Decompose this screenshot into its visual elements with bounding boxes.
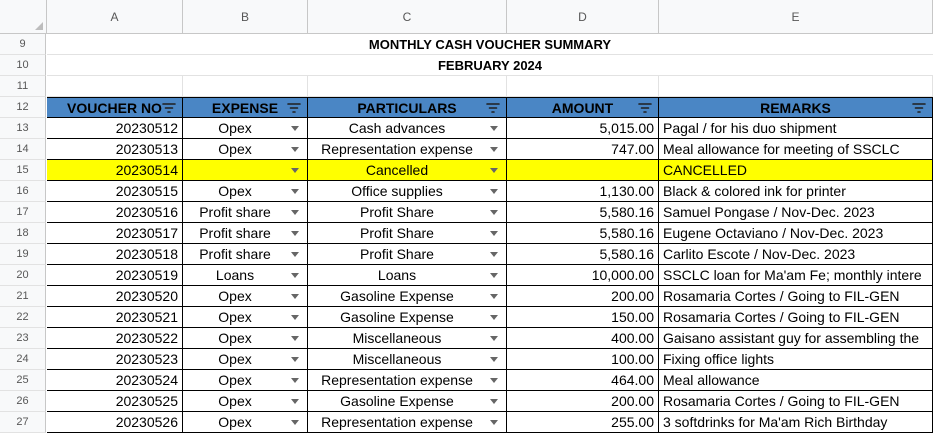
dropdown-arrow-icon[interactable] bbox=[291, 378, 299, 383]
dropdown-arrow-icon[interactable] bbox=[490, 315, 498, 320]
voucher-number-value: 20230513 bbox=[115, 141, 178, 157]
row-header[interactable]: 25 bbox=[0, 370, 46, 391]
amount-value: 5,580.16 bbox=[599, 204, 654, 220]
particulars-dropdown-value: Loans bbox=[377, 267, 417, 283]
column-header-b[interactable]: B bbox=[183, 0, 308, 34]
remarks-cell[interactable] bbox=[659, 328, 933, 349]
remarks-cell[interactable] bbox=[659, 370, 933, 391]
amount-cell[interactable] bbox=[507, 202, 659, 223]
remarks-value: CANCELLED bbox=[663, 162, 748, 178]
particulars-dropdown-value: Cash advances bbox=[348, 120, 446, 136]
column-title-expense[interactable] bbox=[183, 97, 308, 118]
expense-dropdown-value: Profit share bbox=[199, 204, 271, 220]
voucher-number-value: 20230526 bbox=[115, 414, 178, 430]
amount-value: 10,000.00 bbox=[591, 267, 654, 283]
particulars-dropdown-value: Cancelled bbox=[365, 162, 429, 178]
row-header[interactable]: 9 bbox=[0, 34, 46, 55]
dropdown-arrow-icon[interactable] bbox=[490, 252, 498, 257]
row-header[interactable]: 19 bbox=[0, 244, 46, 265]
remarks-value: 3 softdrinks for Ma'am Rich Birthday bbox=[663, 414, 888, 430]
empty-cell[interactable] bbox=[308, 76, 507, 97]
filter-icon[interactable] bbox=[287, 102, 301, 114]
remarks-value: Gaisano assistant guy for assembling the bbox=[663, 330, 920, 346]
voucher-number-value: 20230524 bbox=[115, 372, 178, 388]
row-header[interactable]: 16 bbox=[0, 181, 46, 202]
amount-value: 747.00 bbox=[611, 141, 654, 157]
amount-cell[interactable] bbox=[507, 244, 659, 265]
particulars-dropdown-cell[interactable] bbox=[308, 139, 507, 160]
expense-dropdown-value: Profit share bbox=[199, 246, 271, 262]
particulars-dropdown-cell[interactable] bbox=[308, 181, 507, 202]
column-title-label: PARTICULARS bbox=[357, 99, 457, 116]
row-header[interactable]: 14 bbox=[0, 139, 46, 160]
voucher-number-cell[interactable] bbox=[47, 370, 183, 391]
expense-dropdown-cell[interactable] bbox=[183, 370, 308, 391]
dropdown-arrow-icon[interactable] bbox=[291, 357, 299, 362]
column-title-label: REMARKS bbox=[760, 99, 831, 116]
remarks-value: SSCLC loan for Ma'am Fe; monthly intere bbox=[663, 267, 922, 283]
remarks-cell[interactable] bbox=[659, 160, 933, 181]
expense-dropdown-cell[interactable] bbox=[183, 202, 308, 223]
voucher-number-cell[interactable] bbox=[47, 244, 183, 265]
expense-dropdown-cell[interactable] bbox=[183, 391, 308, 412]
voucher-number-value: 20230512 bbox=[115, 120, 178, 136]
voucher-number-value: 20230515 bbox=[115, 183, 178, 199]
column-header-e[interactable]: E bbox=[659, 0, 933, 34]
voucher-number-cell[interactable] bbox=[47, 349, 183, 370]
expense-dropdown-value: Opex bbox=[218, 183, 252, 199]
remarks-cell[interactable] bbox=[659, 181, 933, 202]
particulars-dropdown-cell[interactable] bbox=[308, 265, 507, 286]
particulars-dropdown-cell[interactable] bbox=[308, 412, 507, 433]
remarks-cell[interactable] bbox=[659, 244, 933, 265]
amount-value: 150.00 bbox=[611, 309, 654, 325]
remarks-value: Meal allowance for meeting of SSCLC bbox=[663, 141, 900, 157]
column-header-d[interactable]: D bbox=[507, 0, 659, 34]
expense-dropdown-value: Opex bbox=[218, 309, 252, 325]
filter-icon[interactable] bbox=[912, 102, 926, 114]
column-title-label: EXPENSE bbox=[211, 99, 279, 116]
expense-dropdown-cell[interactable] bbox=[183, 307, 308, 328]
row-header[interactable]: 22 bbox=[0, 307, 46, 328]
dropdown-arrow-icon[interactable] bbox=[291, 189, 299, 194]
amount-cell[interactable] bbox=[507, 307, 659, 328]
amount-value: 200.00 bbox=[611, 393, 654, 409]
particulars-dropdown-value: Representation expense bbox=[321, 372, 473, 388]
remarks-cell[interactable] bbox=[659, 265, 933, 286]
particulars-dropdown-cell[interactable] bbox=[308, 244, 507, 265]
particulars-dropdown-value: Profit Share bbox=[360, 204, 434, 220]
dropdown-arrow-icon[interactable] bbox=[291, 420, 299, 425]
voucher-number-value: 20230523 bbox=[115, 351, 178, 367]
expense-dropdown-value: Opex bbox=[218, 330, 252, 346]
amount-cell[interactable] bbox=[507, 328, 659, 349]
column-header-a[interactable]: A bbox=[47, 0, 183, 34]
select-all-corner[interactable] bbox=[0, 0, 47, 34]
expense-dropdown-value: Opex bbox=[218, 141, 252, 157]
remarks-cell[interactable] bbox=[659, 118, 933, 139]
dropdown-arrow-icon[interactable] bbox=[490, 399, 498, 404]
amount-cell[interactable] bbox=[507, 265, 659, 286]
voucher-number-value: 20230517 bbox=[115, 225, 178, 241]
dropdown-arrow-icon[interactable] bbox=[490, 378, 498, 383]
amount-value: 464.00 bbox=[611, 372, 654, 388]
voucher-number-value: 20230516 bbox=[115, 204, 178, 220]
expense-dropdown-cell[interactable] bbox=[183, 139, 308, 160]
particulars-dropdown-cell[interactable] bbox=[308, 202, 507, 223]
voucher-number-value: 20230514 bbox=[115, 162, 178, 178]
expense-dropdown-value: Opex bbox=[218, 288, 252, 304]
amount-value: 255.00 bbox=[611, 414, 654, 430]
particulars-dropdown-value: Representation expense bbox=[321, 414, 473, 430]
row-header[interactable]: 17 bbox=[0, 202, 46, 223]
remarks-cell[interactable] bbox=[659, 139, 933, 160]
dropdown-arrow-icon[interactable] bbox=[490, 357, 498, 362]
expense-dropdown-value: Opex bbox=[218, 372, 252, 388]
remarks-value: Eugene Octaviano / Nov-Dec. 2023 bbox=[663, 225, 884, 241]
dropdown-arrow-icon[interactable] bbox=[291, 273, 299, 278]
voucher-number-value: 20230525 bbox=[115, 393, 178, 409]
remarks-value: Carlito Escote / Nov-Dec. 2023 bbox=[663, 246, 856, 262]
particulars-dropdown-cell[interactable] bbox=[308, 223, 507, 244]
expense-dropdown-value: Profit share bbox=[199, 225, 271, 241]
row-header[interactable]: 24 bbox=[0, 349, 46, 370]
remarks-cell[interactable] bbox=[659, 202, 933, 223]
amount-cell[interactable] bbox=[507, 349, 659, 370]
amount-value: 100.00 bbox=[611, 351, 654, 367]
expense-dropdown-value: Opex bbox=[218, 414, 252, 430]
remarks-value: Black & colored ink for printer bbox=[663, 183, 846, 199]
particulars-dropdown-value: Profit Share bbox=[360, 246, 434, 262]
expense-dropdown-cell[interactable] bbox=[183, 244, 308, 265]
expense-dropdown-cell[interactable] bbox=[183, 181, 308, 202]
expense-dropdown-cell[interactable] bbox=[183, 412, 308, 433]
particulars-dropdown-value: Miscellaneous bbox=[352, 351, 442, 367]
amount-cell[interactable] bbox=[507, 223, 659, 244]
row-header[interactable]: 23 bbox=[0, 328, 46, 349]
dropdown-arrow-icon[interactable] bbox=[291, 294, 299, 299]
column-title-voucher-no[interactable] bbox=[47, 97, 183, 118]
remarks-cell[interactable] bbox=[659, 349, 933, 370]
expense-dropdown-cell[interactable] bbox=[183, 328, 308, 349]
remarks-value: Rosamaria Cortes / Going to FIL-GEN bbox=[663, 393, 900, 409]
row-header[interactable]: 12 bbox=[0, 97, 46, 118]
filter-icon[interactable] bbox=[638, 102, 652, 114]
dropdown-arrow-icon[interactable] bbox=[490, 294, 498, 299]
dropdown-arrow-icon[interactable] bbox=[490, 147, 498, 152]
particulars-dropdown-cell[interactable] bbox=[308, 349, 507, 370]
voucher-number-value: 20230519 bbox=[115, 267, 178, 283]
empty-cell[interactable] bbox=[507, 76, 659, 97]
voucher-number-value: 20230520 bbox=[115, 288, 178, 304]
particulars-dropdown-cell[interactable] bbox=[308, 328, 507, 349]
voucher-number-cell[interactable] bbox=[47, 265, 183, 286]
particulars-dropdown-value: Miscellaneous bbox=[352, 330, 442, 346]
expense-dropdown-cell[interactable] bbox=[183, 265, 308, 286]
expense-dropdown-cell[interactable] bbox=[183, 118, 308, 139]
dropdown-arrow-icon[interactable] bbox=[490, 231, 498, 236]
amount-cell[interactable] bbox=[507, 370, 659, 391]
dropdown-arrow-icon[interactable] bbox=[291, 168, 299, 173]
expense-dropdown-cell[interactable] bbox=[183, 223, 308, 244]
dropdown-arrow-icon[interactable] bbox=[291, 336, 299, 341]
dropdown-arrow-icon[interactable] bbox=[291, 147, 299, 152]
column-title-amount[interactable] bbox=[507, 97, 659, 118]
filter-icon[interactable] bbox=[486, 102, 500, 114]
voucher-number-value: 20230521 bbox=[115, 309, 178, 325]
particulars-dropdown-value: Gasoline Expense bbox=[340, 288, 454, 304]
remarks-cell[interactable] bbox=[659, 223, 933, 244]
voucher-number-cell[interactable] bbox=[47, 412, 183, 433]
particulars-dropdown-cell[interactable] bbox=[308, 286, 507, 307]
voucher-number-cell[interactable] bbox=[47, 118, 183, 139]
row-header[interactable]: 21 bbox=[0, 286, 46, 307]
report-title: MONTHLY CASH VOUCHER SUMMARY bbox=[368, 37, 612, 52]
empty-cell[interactable] bbox=[47, 76, 183, 97]
dropdown-arrow-icon[interactable] bbox=[490, 273, 498, 278]
empty-cell[interactable] bbox=[183, 76, 308, 97]
expense-dropdown-cell[interactable] bbox=[183, 286, 308, 307]
dropdown-arrow-icon[interactable] bbox=[490, 336, 498, 341]
amount-cell[interactable] bbox=[507, 118, 659, 139]
empty-cell[interactable] bbox=[659, 76, 933, 97]
remarks-cell[interactable] bbox=[659, 391, 933, 412]
dropdown-arrow-icon[interactable] bbox=[490, 420, 498, 425]
amount-value: 5,580.16 bbox=[599, 225, 654, 241]
particulars-dropdown-cell[interactable] bbox=[308, 370, 507, 391]
voucher-number-cell[interactable] bbox=[47, 391, 183, 412]
dropdown-arrow-icon[interactable] bbox=[291, 399, 299, 404]
particulars-dropdown-value: Gasoline Expense bbox=[340, 309, 454, 325]
amount-cell[interactable] bbox=[507, 286, 659, 307]
expense-dropdown-value: Opex bbox=[218, 351, 252, 367]
voucher-number-cell[interactable] bbox=[47, 307, 183, 328]
row-header[interactable]: 26 bbox=[0, 391, 46, 412]
particulars-dropdown-value: Profit Share bbox=[360, 225, 434, 241]
particulars-dropdown-value: Office supplies bbox=[351, 183, 443, 199]
particulars-dropdown-cell[interactable] bbox=[308, 160, 507, 181]
particulars-dropdown-cell[interactable] bbox=[308, 307, 507, 328]
voucher-number-cell[interactable] bbox=[47, 181, 183, 202]
row-header[interactable]: 11 bbox=[0, 76, 46, 97]
amount-value: 400.00 bbox=[611, 330, 654, 346]
amount-cell[interactable] bbox=[507, 181, 659, 202]
column-title-label: VOUCHER NO bbox=[67, 99, 162, 116]
amount-value: 5,580.16 bbox=[599, 246, 654, 262]
dropdown-arrow-icon[interactable] bbox=[490, 210, 498, 215]
dropdown-arrow-icon[interactable] bbox=[291, 126, 299, 131]
dropdown-arrow-icon[interactable] bbox=[490, 126, 498, 131]
filter-icon[interactable] bbox=[162, 102, 176, 114]
particulars-dropdown-value: Gasoline Expense bbox=[340, 393, 454, 409]
column-title-label: AMOUNT bbox=[551, 99, 614, 116]
expense-dropdown-value: Opex bbox=[218, 393, 252, 409]
amount-cell[interactable] bbox=[507, 391, 659, 412]
amount-value: 5,015.00 bbox=[599, 120, 654, 136]
dropdown-arrow-icon[interactable] bbox=[490, 189, 498, 194]
dropdown-arrow-icon[interactable] bbox=[291, 252, 299, 257]
column-title-particulars[interactable] bbox=[308, 97, 507, 118]
column-header-c[interactable]: C bbox=[308, 0, 507, 34]
voucher-number-cell[interactable] bbox=[47, 286, 183, 307]
voucher-number-cell[interactable] bbox=[47, 202, 183, 223]
amount-value: 200.00 bbox=[611, 288, 654, 304]
dropdown-arrow-icon[interactable] bbox=[291, 231, 299, 236]
voucher-number-cell[interactable] bbox=[47, 328, 183, 349]
dropdown-arrow-icon[interactable] bbox=[291, 315, 299, 320]
expense-dropdown-cell[interactable] bbox=[183, 349, 308, 370]
particulars-dropdown-cell[interactable] bbox=[308, 118, 507, 139]
voucher-number-cell[interactable] bbox=[47, 139, 183, 160]
remarks-value: Meal allowance bbox=[663, 372, 760, 388]
remarks-cell[interactable] bbox=[659, 286, 933, 307]
expense-dropdown-value: Loans bbox=[215, 267, 255, 283]
row-header[interactable]: 15 bbox=[0, 160, 46, 181]
dropdown-arrow-icon[interactable] bbox=[490, 168, 498, 173]
particulars-dropdown-value: Representation expense bbox=[321, 141, 473, 157]
column-title-remarks[interactable] bbox=[659, 97, 933, 118]
voucher-number-cell[interactable] bbox=[47, 160, 183, 181]
particulars-dropdown-cell[interactable] bbox=[308, 391, 507, 412]
amount-value: 1,130.00 bbox=[599, 183, 654, 199]
amount-cell[interactable] bbox=[507, 160, 659, 181]
remarks-value: Fixing office lights bbox=[663, 351, 775, 367]
voucher-number-value: 20230518 bbox=[115, 246, 178, 262]
remarks-value: Pagal / for his duo shipment bbox=[663, 120, 837, 136]
row-header[interactable]: 13 bbox=[0, 118, 46, 139]
expense-dropdown-value: Opex bbox=[218, 120, 252, 136]
row-header[interactable]: 20 bbox=[0, 265, 46, 286]
expense-dropdown-cell[interactable] bbox=[183, 160, 308, 181]
remarks-value: Samuel Pongase / Nov-Dec. 2023 bbox=[663, 204, 875, 220]
row-header[interactable]: 18 bbox=[0, 223, 46, 244]
remarks-value: Rosamaria Cortes / Going to FIL-GEN bbox=[663, 309, 900, 325]
voucher-number-value: 20230522 bbox=[115, 330, 178, 346]
remarks-cell[interactable] bbox=[659, 307, 933, 328]
dropdown-arrow-icon[interactable] bbox=[291, 210, 299, 215]
report-period: FEBRUARY 2024 bbox=[437, 58, 543, 73]
remarks-cell[interactable] bbox=[659, 412, 933, 433]
row-header[interactable]: 27 bbox=[0, 412, 46, 433]
row-header[interactable]: 10 bbox=[0, 55, 46, 76]
amount-cell[interactable] bbox=[507, 139, 659, 160]
amount-cell[interactable] bbox=[507, 412, 659, 433]
voucher-number-cell[interactable] bbox=[47, 223, 183, 244]
remarks-value: Rosamaria Cortes / Going to FIL-GEN bbox=[663, 288, 900, 304]
